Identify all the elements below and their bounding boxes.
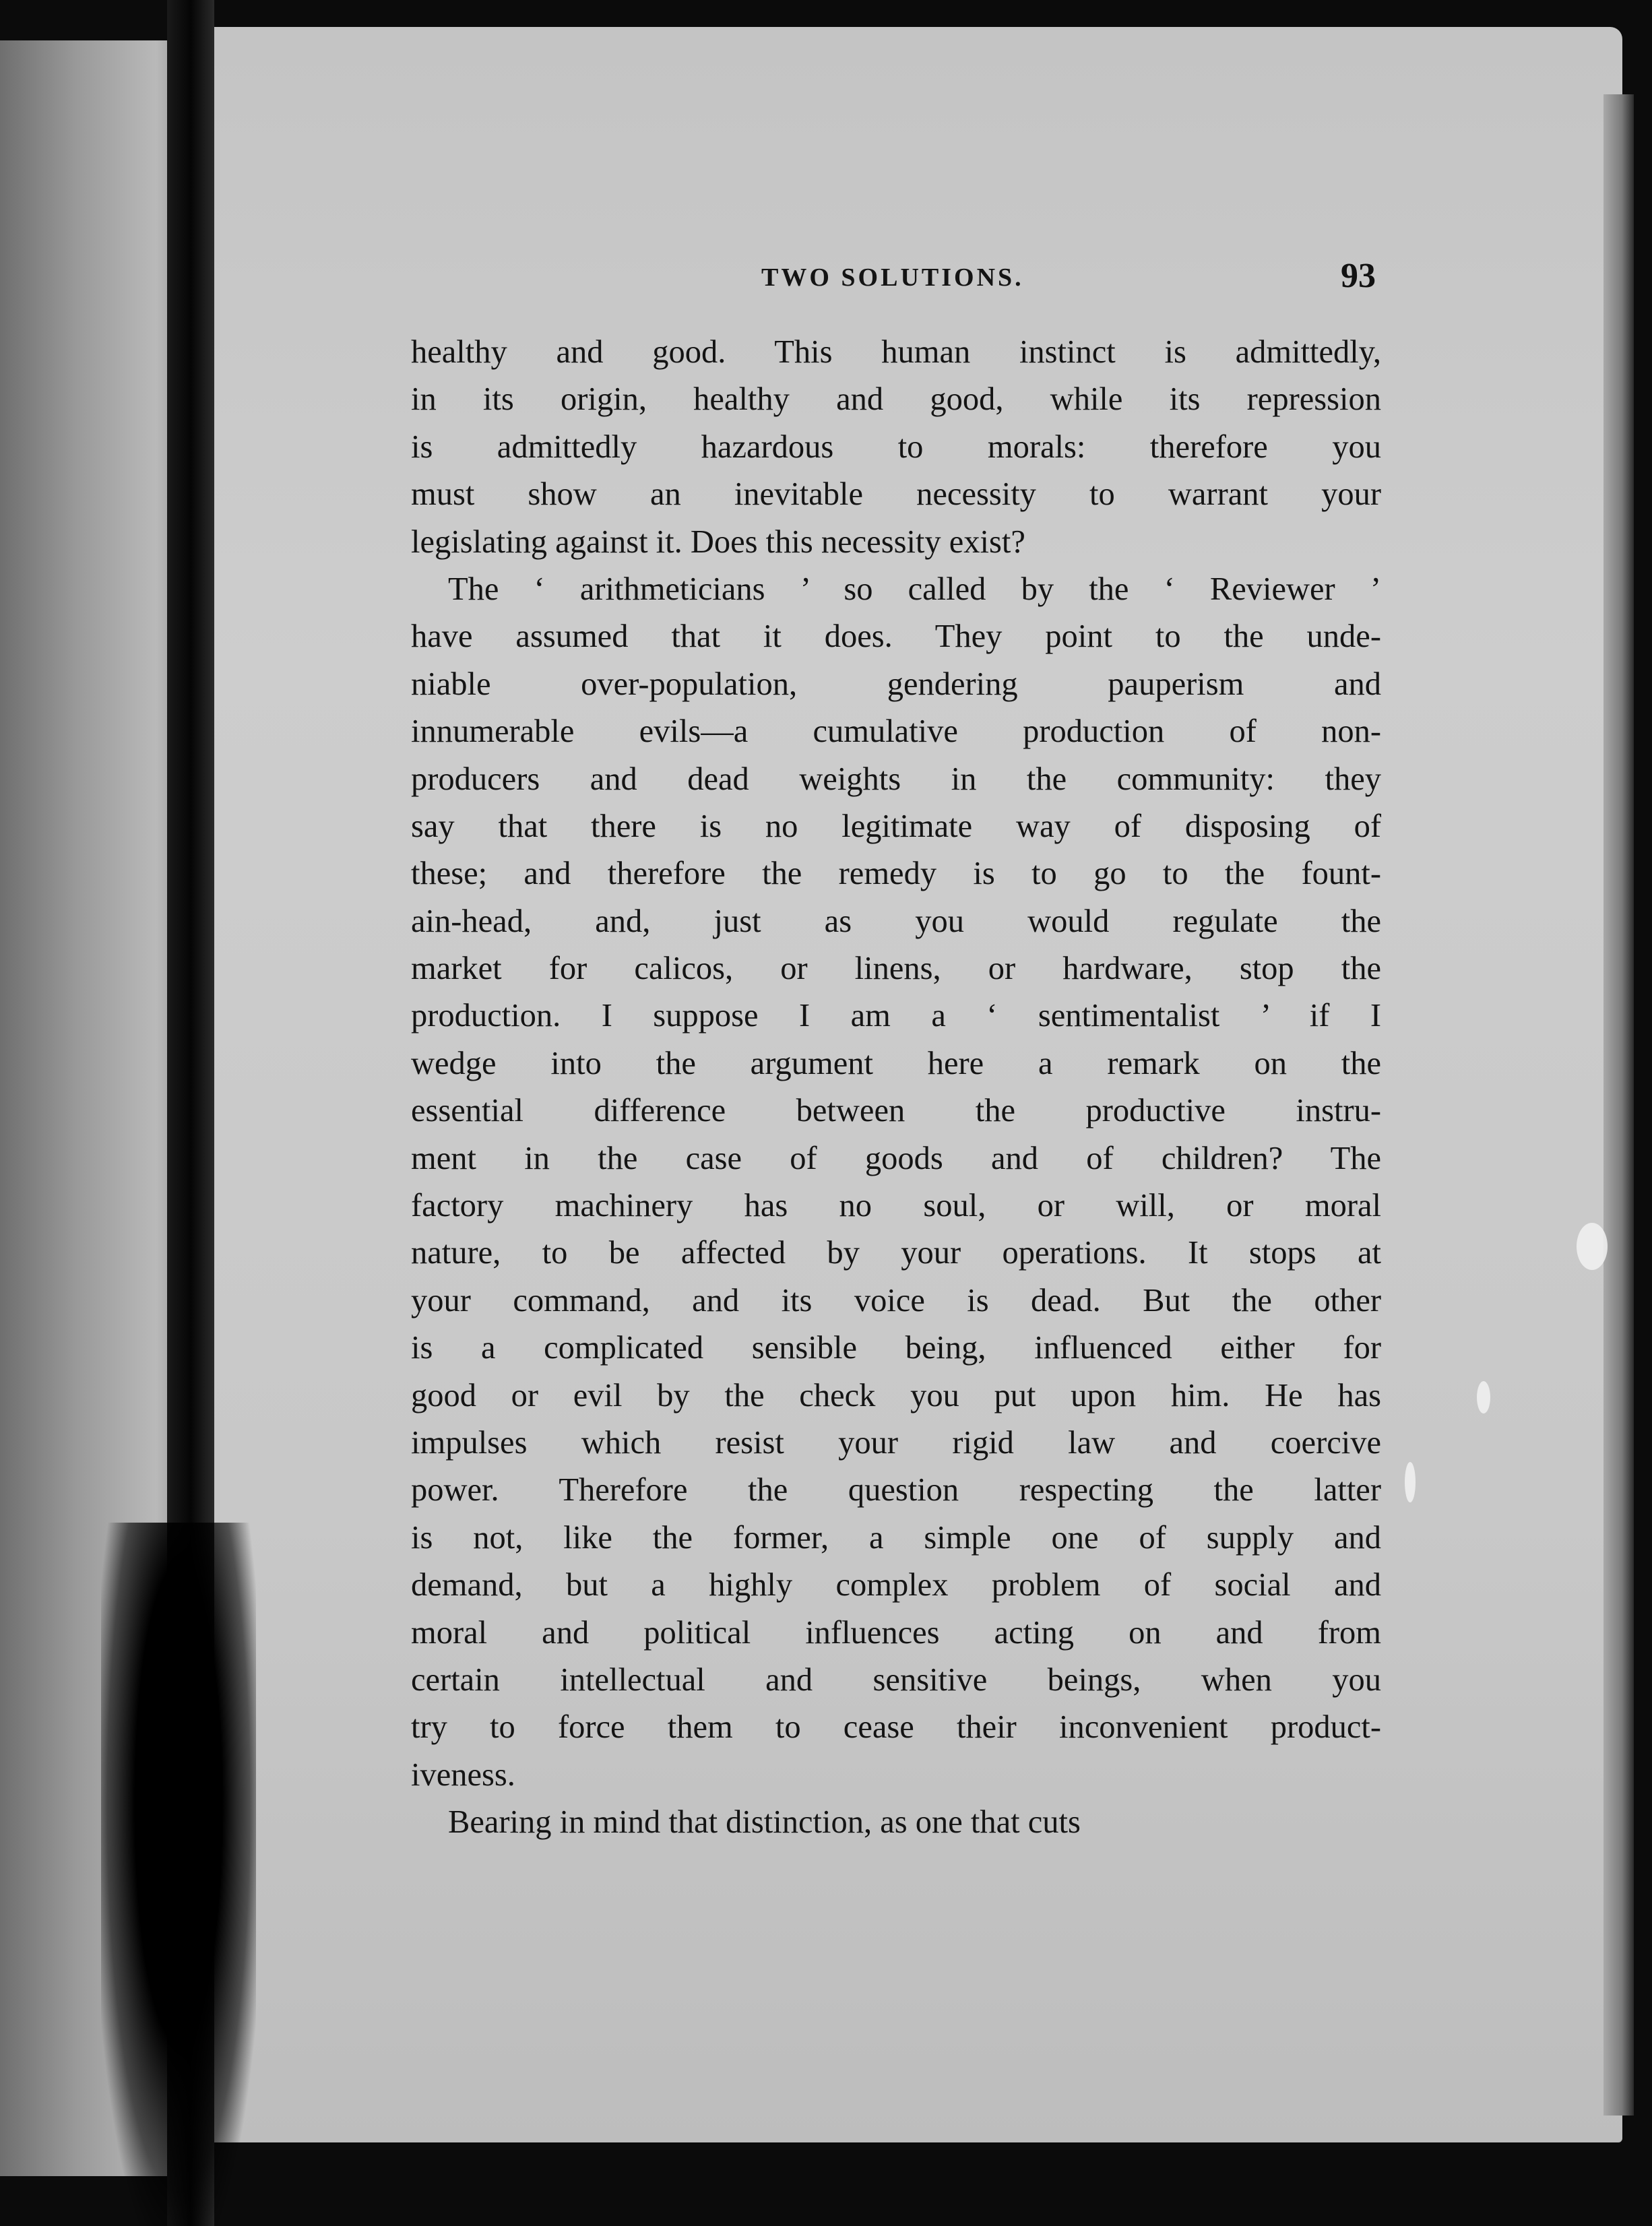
text-line: market for calicos, or linens, or hardware, stop the <box>411 951 1381 987</box>
paper-damage-spot <box>1577 1223 1608 1270</box>
text-line: demand, but a highly complex problem of social and <box>411 1567 1381 1603</box>
text-line: must show an inevitable necessity to warrant your <box>411 476 1381 513</box>
text-line: legislating against it. Does this necessity exist? <box>411 523 1025 560</box>
text-line: nature, to be affected by your operations. It stops at <box>411 1235 1381 1271</box>
text-line: production. I suppose I am a ‘ sentimentalist ’ if I <box>411 998 1381 1034</box>
text-line: is a complicated sensible being, influenced either for <box>411 1330 1381 1366</box>
text-line: producers and dead weights in the community: they <box>411 761 1381 797</box>
text-line: niable over-population, gendering pauperism and <box>411 666 1381 702</box>
text-line: say that there is no legitimate way of disposing of <box>411 808 1381 844</box>
text-line: healthy and good. This human instinct is admittedly, <box>411 334 1381 370</box>
text-line: is not, like the former, a simple one of supply and <box>411 1519 1381 1556</box>
text-line: good or evil by the check you put upon him. He has <box>411 1377 1381 1413</box>
page-number: 93 <box>1341 257 1376 295</box>
text-line: ain-head, and, just as you would regulate the <box>411 903 1381 939</box>
text-line: iveness. <box>411 1756 515 1793</box>
text-line: try to force them to cease their inconvenient product- <box>411 1709 1381 1746</box>
text-line: factory machinery has no soul, or will, or moral <box>411 1188 1381 1224</box>
text-line: Bearing in mind that distinction, as one that cuts <box>448 1804 1081 1841</box>
body-text <box>411 329 1381 1847</box>
text-line: power. Therefore the question respecting the latter <box>411 1472 1381 1508</box>
running-head: TWO SOLUTIONS. <box>761 263 1024 292</box>
text-line: essential difference between the productive instru- <box>411 1093 1381 1129</box>
text-line: innumerable evils—a cumulative production of non- <box>411 713 1381 750</box>
text-line: wedge into the argument here a remark on the <box>411 1045 1381 1081</box>
page-fore-edge <box>1603 94 1634 2116</box>
text-line: your command, and its voice is dead. But the other <box>411 1282 1381 1318</box>
text-line: moral and political influences acting on and from <box>411 1614 1381 1651</box>
text-line: is admittedly hazardous to morals: therefore you <box>411 428 1381 465</box>
text-line: have assumed that it does. They point to the unde- <box>411 618 1381 655</box>
text-line: The ‘ arithmeticians ’ so called by the ‘ Reviewer ’ <box>448 571 1381 607</box>
text-line: in its origin, healthy and good, while its repression <box>411 381 1381 418</box>
text-line: certain intellectual and sensitive beings, when you <box>411 1661 1381 1698</box>
text-line: ment in the case of goods and of children? The <box>411 1140 1381 1176</box>
binding-shadow <box>101 1523 256 2226</box>
text-line: impulses which resist your rigid law and coercive <box>411 1424 1381 1461</box>
text-line: these; and therefore the remedy is to go to the fount- <box>411 856 1381 892</box>
paper-damage-spot <box>1405 1462 1416 1502</box>
paper-damage-spot <box>1477 1381 1490 1413</box>
